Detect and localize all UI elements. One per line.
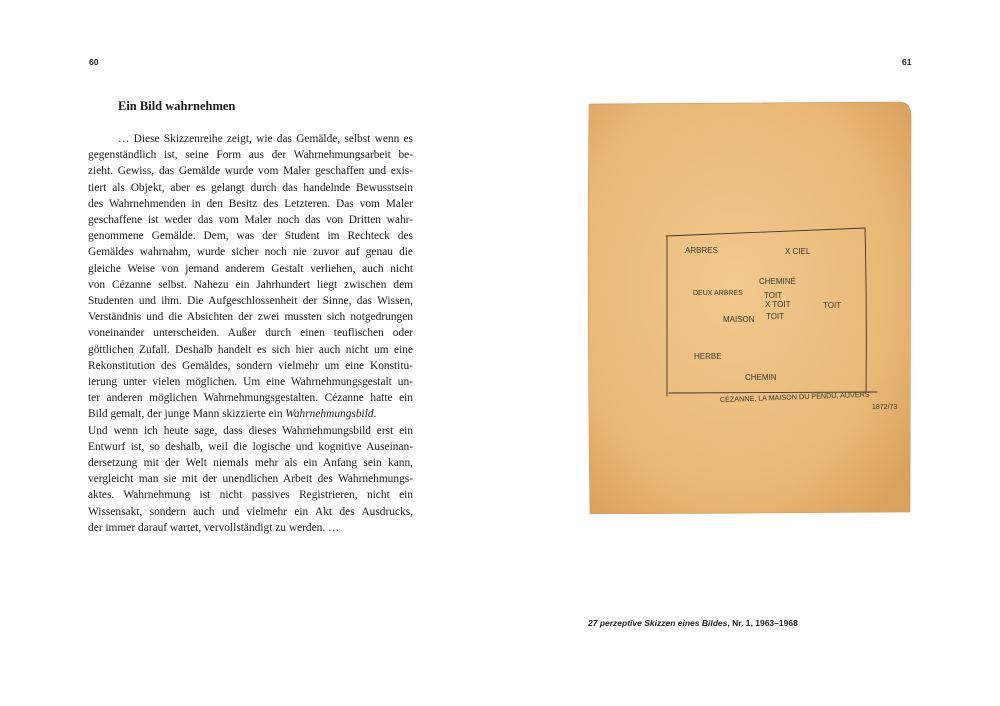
text-line: Wissensakt, sondern auch und vielmehr ein Akt des Ausdrucks,: [88, 505, 413, 518]
sketch-label: ARBRES: [685, 246, 718, 255]
text-line: göttlichen Zufall. Deshalb handelt es sich hier auch nicht um eine: [88, 343, 413, 356]
sketch-label: TOIT: [766, 312, 785, 321]
sketch-label: MAISON: [723, 315, 755, 324]
sketch-label: DEUX ARBRES: [693, 290, 743, 297]
text-line: ter anderen möglichen Wahrnehmungsgestalten. Cézanne hatte ein: [88, 392, 413, 405]
sketch-label: HERBE: [694, 352, 722, 361]
text-line: Verständnis und die Absichten der zwei mussten sich notgedrungen: [88, 311, 413, 324]
sketch-image: [587, 100, 912, 514]
text-line: ierung unter vielen möglichen. Um eine Wahrnehmungsgestalt un-: [88, 376, 413, 389]
text-line: von Cézanne selbst. Nahezu ein Jahrhundert liegt zwischen dem: [88, 278, 413, 291]
paper-sheet: [588, 102, 911, 514]
text-line: voneinander unterscheiden. Außer durch einen teuflischen oder: [88, 327, 413, 340]
text-line: Entwurf ist, so deshalb, weil die logische und kognitive Auseinan-: [88, 440, 413, 453]
text-line: gleiche Weise von jemand anderem Gestalt verliehen, auch nicht: [88, 262, 413, 275]
sketch-label: TOIT: [823, 301, 842, 310]
text-line: Gemäldes wahrnahm, wurde sicher noch nie zuvor auf genau die: [88, 246, 413, 259]
text-line-start: Bild gemalt, der junge Mann skizzierte ein: [88, 408, 286, 421]
text-line: genommene Gemälde. Dem, was der Student im Rechteck des: [88, 230, 413, 243]
text-line-end: .: [373, 408, 377, 421]
text-line: aktes. Wahrnehmung ist nicht passives Registrieren, nicht ein: [88, 489, 413, 502]
sketch-label: CHEMIN: [745, 373, 777, 382]
text-line: zieht. Gewiss, das Gemälde wurde vom Maler geschaffen und exis-: [88, 165, 413, 178]
figure-caption: [588, 618, 798, 628]
sketch-label: 1872/73: [872, 404, 898, 411]
sketch-label: X CIEL: [785, 247, 811, 256]
text-line: Und wenn ich heute sage, dass dieses Wahrnehmungsbild erst ein: [88, 424, 413, 437]
text-line: … Diese Skizzenreihe zeigt, wie das Gemälde, selbst wenn es: [118, 133, 413, 145]
sketch-label: CHEMINÉ: [759, 277, 796, 286]
text-line: dersetzung mit der Welt niemals mehr als ein Anfang sein kann,: [88, 457, 413, 470]
page-number-right: 61: [902, 57, 912, 67]
sketch-label: TOIT: [764, 291, 783, 300]
caption-title: 27 perzeptive Skizzen eines Bildes: [588, 618, 728, 628]
text-line: geschaffene ist weder das vom Maler noch das von Dritten wahr-: [88, 214, 413, 227]
sketch-label: CÉZANNE, LA MAISON DU PENDU, AUVERS: [719, 389, 870, 404]
page-number-left: 60: [89, 57, 99, 67]
body-text: [88, 131, 413, 536]
text-line: tiert als Objekt, aber es gelangt durch das handelnde Bewusstsein: [88, 181, 413, 194]
text-line: gegenständlich ist, seine Form aus der Wahrnehmungsarbeit be-: [88, 149, 413, 162]
emphasized-term: Wahrnehmungsbild: [285, 408, 374, 421]
section-heading: Ein Bild wahrnehmen: [118, 99, 236, 113]
sketch-label: X TOIT: [765, 300, 791, 309]
text-line: Studenten und ihm. Die Aufgeschlossenheit der Sinne, das Wissen,: [88, 295, 413, 308]
text-line: [88, 406, 413, 422]
text-line: Rekonstitution des Gemäldes, sondern vielmehr um eine Konstitu-: [88, 359, 413, 372]
text-line: des Wahrnehmenden in den Besitz des Letzteren. Das vom Maler: [88, 197, 413, 210]
text-line: der immer darauf wartet, vervollständigt zu werden. …: [88, 521, 340, 534]
caption-details: , Nr. 1, 1963–1968: [727, 618, 798, 628]
text-line: vergleicht man sie mit der unendlichen Arbeit des Wahrnehmungs-: [88, 473, 413, 486]
